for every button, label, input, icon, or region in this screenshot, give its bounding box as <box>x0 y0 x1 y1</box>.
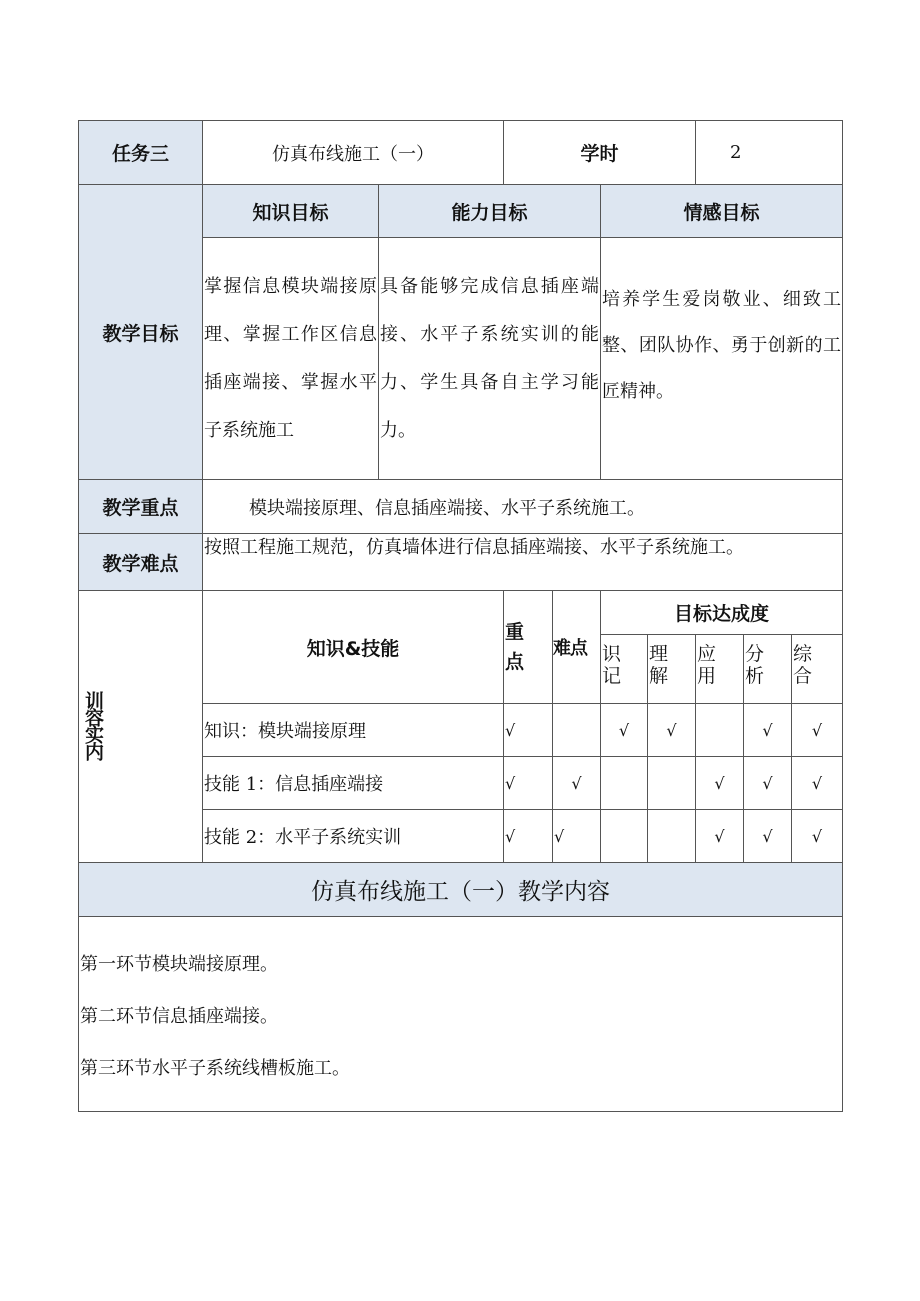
knowledge-objective-header: 知识目标 <box>203 185 379 238</box>
lesson-plan-table <box>78 120 843 1112</box>
ability-objective-text: 具备能够完成信息插座端接、水平子系统实训的能力、学生具备自主学习能力。 <box>379 238 601 480</box>
key-points-label: 教学重点 <box>79 480 203 534</box>
difficulty-header: 难点 <box>553 591 601 704</box>
content-title: 仿真布线施工（一）教学内容 <box>79 863 843 917</box>
level-recall: 识记 <box>601 635 648 704</box>
key-mark: √ <box>504 810 553 863</box>
difficulties-text: 按照工程施工规范，仿真墙体进行信息插座端接、水平子系统施工。 <box>203 534 843 591</box>
level-synthesize: 综合 <box>792 635 843 704</box>
training-label: 训容实内 <box>82 690 104 759</box>
recall-mark <box>601 757 648 810</box>
content-body-row <box>79 917 843 1112</box>
difficulties-label: 教学难点 <box>79 534 203 591</box>
level-apply: 应用 <box>696 635 744 704</box>
objectives-header-row <box>79 185 843 238</box>
skill-name: 技能 2：水平子系统实训 <box>203 810 504 863</box>
difficulties-row <box>79 534 843 591</box>
knowledge-objective-text: 掌握信息模块端接原理、掌握工作区信息插座端接、掌握水平子系统施工 <box>203 238 379 480</box>
content-title-row <box>79 863 843 917</box>
synthesize-mark: √ <box>792 810 843 863</box>
recall-mark <box>601 810 648 863</box>
emotion-objective-header: 情感目标 <box>601 185 843 238</box>
key-points-row <box>79 480 843 534</box>
task-row <box>79 121 843 185</box>
synthesize-mark: √ <box>792 704 843 757</box>
hours-value: 2 <box>696 121 843 185</box>
content-body <box>79 917 843 1112</box>
training-header-row <box>79 591 843 635</box>
skill-header: 知识&技能 <box>203 591 504 704</box>
level-understand: 理解 <box>648 635 696 704</box>
difficulty-mark <box>553 704 601 757</box>
analyze-mark: √ <box>744 810 792 863</box>
content-item: 第一环节模块端接原理。 <box>80 954 278 975</box>
task-label: 任务三 <box>79 121 203 185</box>
apply-mark: √ <box>696 757 744 810</box>
skill-name: 知识：模块端接原理 <box>203 704 504 757</box>
recall-mark: √ <box>601 704 648 757</box>
understand-mark <box>648 757 696 810</box>
key-mark: √ <box>504 757 553 810</box>
level-analyze: 分析 <box>744 635 792 704</box>
difficulty-mark: √ <box>553 757 601 810</box>
analyze-mark: √ <box>744 757 792 810</box>
apply-mark <box>696 704 744 757</box>
skill-name: 技能 1：信息插座端接 <box>203 757 504 810</box>
content-item: 第二环节信息插座端接。 <box>80 1006 278 1027</box>
target-header: 目标达成度 <box>601 591 843 635</box>
difficulty-mark: √ <box>553 810 601 863</box>
content-item: 第三环节水平子系统线槽板施工。 <box>80 1058 350 1079</box>
synthesize-mark: √ <box>792 757 843 810</box>
hours-label: 学时 <box>504 121 696 185</box>
emotion-objective-text: 培养学生爱岗敬业、细致工整、团队协作、勇于创新的工匠精神。 <box>601 238 843 480</box>
training-label-cell <box>79 591 203 863</box>
lesson-plan-sheet <box>78 120 842 1112</box>
ability-objective-header: 能力目标 <box>379 185 601 238</box>
apply-mark: √ <box>696 810 744 863</box>
understand-mark <box>648 810 696 863</box>
understand-mark: √ <box>648 704 696 757</box>
task-title: 仿真布线施工（一） <box>203 121 504 185</box>
key-header: 重点 <box>505 621 525 673</box>
key-mark: √ <box>504 704 553 757</box>
objectives-label: 教学目标 <box>79 185 203 480</box>
key-header-cell <box>504 591 553 704</box>
key-points-text: 模块端接原理、信息插座端接、水平子系统施工。 <box>203 480 843 534</box>
analyze-mark: √ <box>744 704 792 757</box>
